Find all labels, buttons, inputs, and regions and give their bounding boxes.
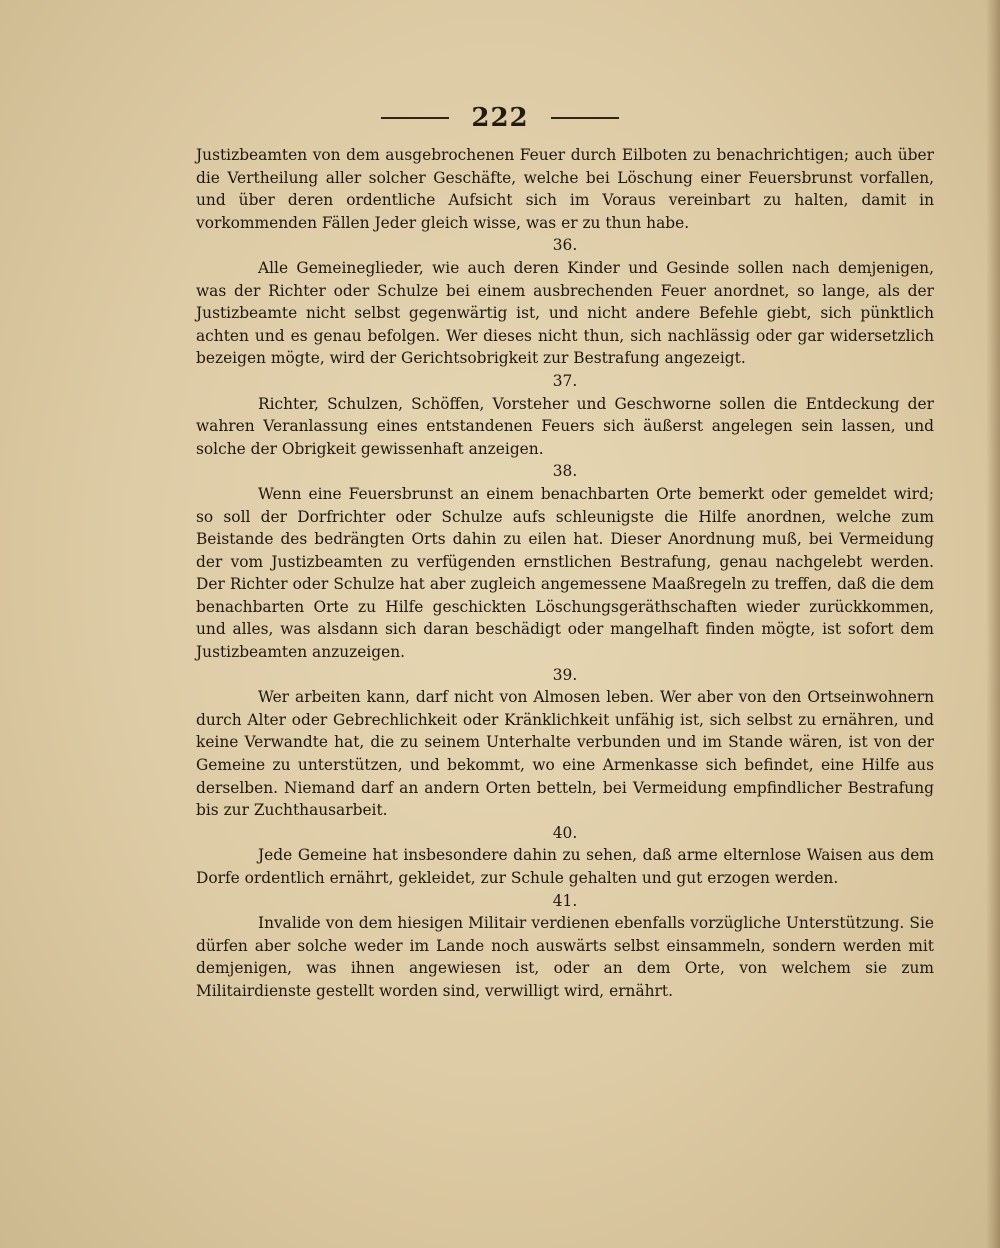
- paragraph-40: Jede Gemeine hat insbesondere dahin zu sehen, daß arme elternlose Waisen aus dem Dorfe ordentlich ernährt, gekleidet, zur Schule gehalten und gut erzogen werden.: [196, 846, 934, 887]
- header-rule-left: [381, 117, 449, 119]
- paragraph-continued: Justizbeamten von dem ausgebrochenen Feuer durch Eilboten zu benachrichtigen; auch über die Vertheilung aller solcher Geschäfte, welche bei Löschung einer Feuersbrunst vorfallen, und über deren ordentliche Aufsicht sich im Voraus vereinbart zu halten, damit in vorkommenden Fällen Jeder gleich wisse, was er zu thun habe.: [196, 146, 934, 232]
- section-number-39: 39.: [552, 665, 578, 684]
- section-number-36: 36.: [552, 236, 578, 255]
- paragraph-39: Wer arbeiten kann, darf nicht von Almosen leben. Wer aber von den Ortseinwohnern durch Alter oder Gebrechlichkeit oder Kränklichkeit unfähig ist, sich selbst zu ernähren, und keine Verwandte hat, die zu seinem Unterhalte verbunden und im Stande wären, ist von der Gemeine zu unterstützen, und bekommt, wo eine Armenkasse sich befindet, eine Hilfe aus derselben. Niemand darf an andern Orten betteln, bei Vermeidung empfindlicher Bestrafung bis zur Zuchthausarbeit.: [196, 688, 934, 820]
- section-number-41: 41.: [552, 891, 578, 910]
- paragraph-36: Alle Gemeineglieder, wie auch deren Kinder und Gesinde sollen nach demjenigen, was der Richter oder Schulze bei einem ausbrechenden Feuer anordnet, so lange, als der Justizbeamte nicht selbst gegenwärtig ist, und nicht andere Befehle giebt, sich pünktlich achten und es genau befolgen. Wer dieses nicht thun, sich nachlässig oder gar widersetzlich bezeigen mögte, wird der Gerichtsobrigkeit zur Bestrafung angezeigt.: [196, 258, 934, 368]
- section-number-38: 38.: [552, 462, 578, 481]
- paragraph-38: Wenn eine Feuersbrunst an einem benachbarten Orte bemerkt oder gemeldet wird; so soll der Dorfrichter oder Schulze aufs schleunigste die Hilfe anordnen, welche zum Beistande des bedrängten Orts dahin zu eilen hat. Dieser Anordnung muß, bei Vermeidung der vom Justizbeamten zu verfügenden ernstlichen Bestrafung, genau nachgelebt werden. Der Richter oder Schulze hat aber zugleich angemessene Maaßregeln zu treffen, daß die dem benachbarten Orte zu Hilfe geschickten Löschungsgeräthschaften wieder zurückkommen, und alles, was alsdann sich daran beschädigt oder mangelhaft finden mögte, ist sofort dem Justizbeamten anzuzeigen.: [196, 484, 934, 662]
- page-header: [0, 98, 1000, 138]
- page-number: 222: [471, 103, 529, 133]
- section-number-40: 40.: [552, 823, 578, 842]
- header-rule-right: [551, 117, 619, 119]
- section-number-37: 37.: [552, 371, 578, 390]
- paragraph-37: Richter, Schulzen, Schöffen, Vorsteher und Geschworne sollen die Entdeckung der wahren Veranlassung eines entstandenen Feuers sich äußerst angelegen sein lassen, und solche der Obrigkeit gewissenhaft anzeigen.: [196, 394, 934, 458]
- body-text: [196, 144, 934, 1003]
- paragraph-41: Invalide von dem hiesigen Militair verdienen ebenfalls vorzügliche Unterstützung. Sie dürfen aber solche weder im Lande noch auswärts selbst einsammeln, sondern werden mit demjenigen, was ihnen angewiesen ist, oder an dem Orte, von welchem sie zum Militairdienste gestellt worden sind, verwilligt wird, ernährt.: [196, 914, 934, 1000]
